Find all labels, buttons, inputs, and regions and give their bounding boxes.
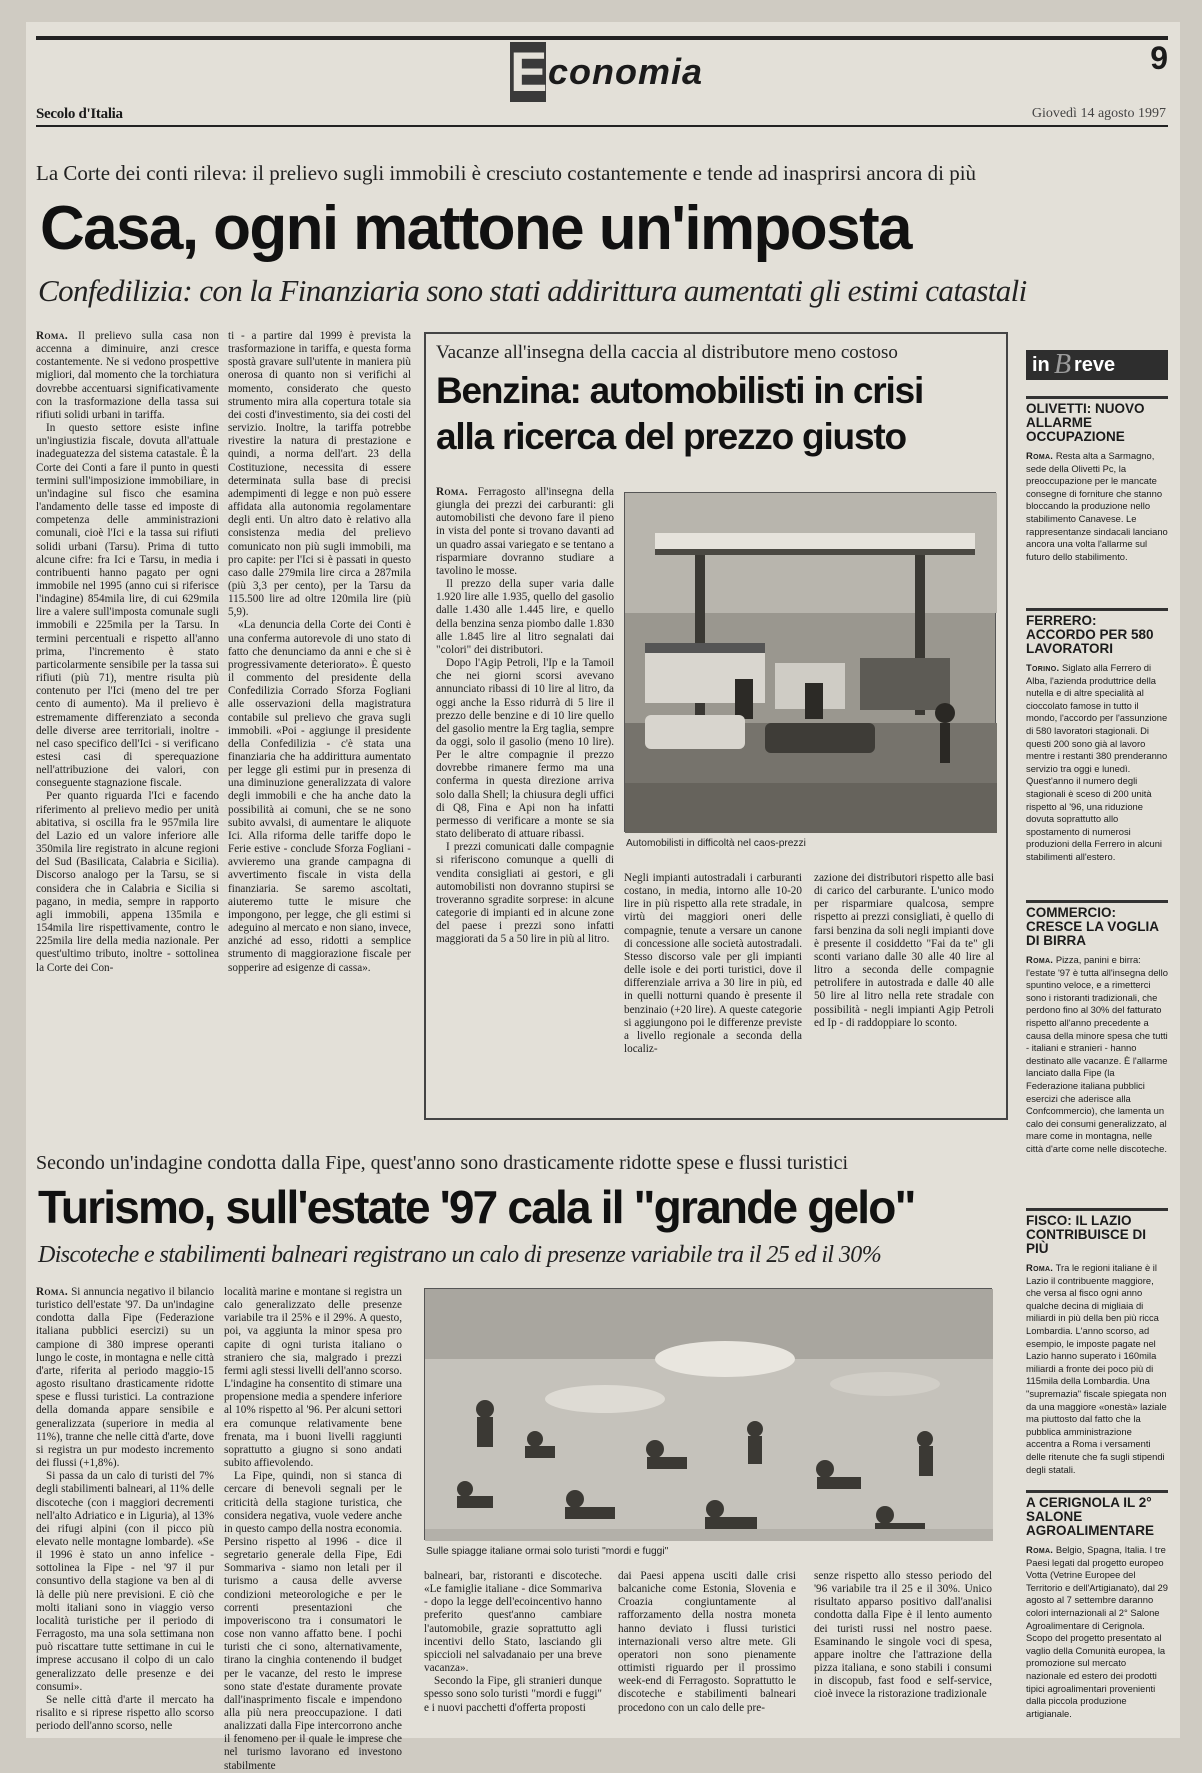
benzina-kicker: Vacanze all'insegna della caccia al distributore meno costoso: [436, 342, 898, 363]
benzina-text-5: Negli impianti autostradali i carburanti costano, in media, intorno alle 10-20 lire in più rispetto alla rete stradale, in virtù dei maggiori oneri delle compagnie, tenute a versare un canone di concessione alle società autostradali. Stesso discorso vale per gli impianti delle isole e dei porti turistici, dove il differenziale arriva a 30 lire in più, ed in quelli notturni quando è presente il benzinaio (+20 lire). A queste categorie si aggiungono poi le differenze previste a livello regionale a seconda della localiz-: [624, 872, 802, 1056]
paper-name: Secolo d'Italia: [36, 106, 123, 122]
benzina-dateline: Roma.: [436, 486, 468, 498]
turismo-column-4: [618, 1570, 796, 1724]
brief-olivetti-dateline: Roma.: [1026, 450, 1054, 461]
turismo-column-1: [36, 1286, 214, 1733]
brief-rule-5: [1026, 1490, 1168, 1493]
benzina-text-4: I prezzi comunicati dalle compagnie si riferiscono comunque a quelli di vendita consigliati ai gestori, e gli automobilisti non dovranno stupirsi se troveranno sgradite sorprese: in alcune categorie di impianti ed in alcune zone del paese i prezzi sono infatti maggiorati da 5 a 50 lire in più al litro.: [436, 841, 614, 946]
benzina-column-1: [436, 486, 614, 1092]
brief-commercio-text: Pizza, panini e birra: l'estate '97 è tutta all'insegna dello spuntino veloce, e a rimetterci sono i ristoranti tradizionali, che perdono fino al 30% del fatturato rispetto all'anno precedente a causa della minore spesa che tutti - italiani e stranieri - hanno destinato alle vacanze. È l'allarme lanciato dalla Fipe (la Federazione italiana pubblici esercizi che aderisce alla Confcommercio), che lamenta un calo dei consumi generalizzato, al mare come in montagna, nelle città d'arte come nelle discoteche.: [1026, 954, 1168, 1154]
casa-text-2: In questo settore esiste infine un'ingiustizia fiscale, dovuta all'attuale inadeguatezza del sistema catastale. È la Corte dei Conti a fare il punto in questi termini sull'imposizione immobiliare, in un'indagine sul fisco che esamina l'andamento delle tasse ed imposte di competenza delle amministrazioni comunali, cioè l'Ici e la tassa sui rifiuti solidi urbani (Tarsu). Prima di tutto alcune cifre: fra Ici e Tarsu, in media i contribuenti hanno pagato per ogni immobile nel 1995 (anno cui si riferisce l'indagine) 854mila lire, di cui 629mila lire a valere sull'imposta comunale sugli immobili e 225mila per la Tarsu. In termini percentuali e rispetto all'anno prima, l'incremento è stato particolarmente sensibile per la tassa sui rifiuti (più 71), mentre risulta più contenuto per l'Ici (meno del tre per cento di aumento). Ma il prelievo è estremamente differenziato a seconda delle diverse aree territoriali, inoltre - nel caso specifico dell'Ici - si verificano estesi casi di sperequazione nell'attribuzione dei valori, con conseguente stagnazione fiscale.: [36, 422, 219, 790]
turismo-text-6: balneari, bar, ristoranti e discoteche. «Le famiglie italiane - dice Sommariva - dopo la legge dell'ecoincentivo hanno preferito quest'anno cambiare l'automobile, grazie soprattutto agli incentivi dello Stato, lasciando gli spiccioli nel salvadanaio per una breve vacanza».: [424, 1570, 602, 1675]
benzina-headline-2: alla ricerca del prezzo giusto: [436, 416, 906, 457]
in-breve-b: B: [1054, 349, 1072, 380]
benzina-text-3: Dopo l'Agip Petroli, l'Ip e la Tamoil che nei giorni scorsi avevano annunciato ribassi di 10 lire al litro, da oggi anche la Esso ridurrà di 5 lire il prezzo delle benzine e di 10 lire quello del gasolio mentre la Erg taglia, sempre da oggi, solo il gasolio (meno 10 lire). Per le altre compagnie il prezzo dovrebbe rimanere fermo ma una conferma in questa direzione arriva solo dalla Shell; la chiusura degli uffici di Q8, Fina e Api non ha infatti permesso di verificare a monte se sia stato deliberato di attuare ribassi.: [436, 657, 614, 841]
turismo-text-3: Se nelle città d'arte il mercato ha risalito e si riprese rispetto allo scorso periodo dell'anno scorso, nelle: [36, 1693, 214, 1733]
page-number: 9: [1150, 40, 1168, 76]
in-breve-rest: reve: [1074, 354, 1116, 376]
casa-text-3: Per quanto riguarda l'Ici e facendo riferimento al prelievo medio per unità abitativa, si oscilla fra le 957mila lire del Lazio ed un valore inferiore alle 350mila lire registrato in alcune regioni del Sud (Basilicata, Calabria e Sicilia). Discorso analogo per la Tarsu, se si considera che in Calabria e Sicilia si pagano, in media, sempre in rapporto agli immobili, appena 135mila e 154mila lire rispettivamente, contro le 225mila lire della media nazionale. Per quest'ultimo tributo, inoltre - sottolinea la Corte dei Con-: [36, 790, 219, 974]
turismo-deck: Discoteche e stabilimenti balneari registrano un calo di presenze variabile tra il 25 ed il 30%: [38, 1242, 882, 1268]
benzina-column-3: [814, 872, 994, 1092]
brief-fisco-text: Tra le regioni italiane è il Lazio il contribuente maggiore, che versa al fisco ogni anno qualche decina di migliaia di miliardi in più della ben più ricca Lombardia. L'anno scorso, ad esempio, le imposte pagate nel Lazio hanno superato i 160mila miliardi a fronte dei poco più di 115mila della Lombardia. Una "supremazia" fiscale spiegata non da una maggiore «onestà» laziale ma piuttosto dal fatto che la pubblica amministrazione accentra a Roma i versamenti delle ritenute che fa sugli stipendi degli statali.: [1026, 1262, 1167, 1475]
turismo-kicker: Secondo un'indagine condotta dalla Fipe, quest'anno sono drasticamente ridotte spese e flussi turistici: [36, 1152, 849, 1174]
benzina-caption: Automobilisti in difficoltà nel caos-prezzi: [626, 838, 806, 849]
casa-dateline: Roma.: [36, 330, 68, 342]
casa-kicker: La Corte dei conti rileva: il prelievo sugli immobili è cresciuto costantemente e tende ad inasprirsi ancora di più: [36, 161, 977, 185]
benzina-text-2: Il prezzo della super varia dalle 1.920 lire alle 1.935, quello del gasolio dalle 1.430 alle 1.445 lire, e quello della benzina senza piombo dalle 1.830 alle 1.845 lire al litro segnalati dai "colori" dei distributori.: [436, 578, 614, 656]
benzina-text-6: zazione dei distributori rispetto alle basi di carico del carburante. L'unico modo per risparmiare qualcosa, sempre rispetto ai prezzi consigliati, è quello di farsi benzina da soli negli impianti dove è presente il cosiddetto "Fai da te" gli sconti variano dalle 30 alle 40 lire al litro a seconda delle compagnie petrolifere in autostrada e dalle 40 alle 50 lire al litro nella rete stradale con possibilità - negli impianti Agip Petroli ed Ip - di raddoppiare lo sconto.: [814, 872, 994, 1029]
brief-cerignola-dateline: Roma.: [1026, 1544, 1054, 1555]
turismo-column-3: [424, 1570, 602, 1724]
brief-fisco: [1026, 1214, 1168, 1484]
brief-rule-3: [1026, 900, 1168, 903]
in-breve-header: [1026, 350, 1168, 380]
brief-commercio-title: COMMERCIO: CRESCE LA VOGLIA DI BIRRA: [1026, 905, 1159, 948]
turismo-text-5: La Fipe, quindi, non si stanca di cercare di benevoli segnali per le criticità della stagione turistica, che considera negativa, vuole vedere anche in questo campo della nostra economia. Persino rispetto al 1996 - dice il segretario generale della Fipe, Edi Sommariva - siamo non letali per il turismo a causa delle avverse condizioni meteorologiche e per le correnti presentazioni che impoveriscono tra i consumatori le cose non vanno affatto bene. I pochi turisti che ci sono, alternativamente, tirano la cinghia contenendo il budget per le vacanze, del resto le imprese sono state d'estate duramente provate dall'inasprimento fiscale e impendono alla più nera preoccupazione. I dati analizzati dalla Fipe intercorrono anche il fenomeno per il quale le imprese che nel turismo lavorano ed investono stabilmente: [224, 1470, 402, 1772]
beach-photo: [424, 1288, 992, 1540]
newspaper-page: [26, 22, 1180, 1772]
brief-ferrero: [1026, 614, 1168, 894]
turismo-headline: Turismo, sull'estate '97 cala il "grande gelo": [38, 1181, 915, 1233]
issue-date: Giovedì 14 agosto 1997: [1031, 106, 1166, 121]
in-breve-in: in: [1032, 354, 1050, 376]
brief-rule-1: [1026, 396, 1168, 399]
turismo-text-9: senze rispetto allo stesso periodo del '96 variabile tra il 25 e il 30%. Unico risultato apparso positivo dall'analisi condotta dalla Fipe è il lento aumento dei turisti russi nel nostro paese. Esaminando le singole voci di spesa, appare inoltre che l'attrazione della pizza italiana, e sono stabili i consumi in discopub, fast food e self-service, cioè invece la ristorazione tradizionale: [814, 1570, 992, 1701]
brief-commercio-dateline: Roma.: [1026, 954, 1054, 965]
casa-headline: Casa, ogni mattone un'imposta: [40, 194, 911, 263]
masthead-rule: [36, 125, 1168, 127]
brief-ferrero-text: Siglato alla Ferrero di Alba, l'azienda produttrice della nutella e di altre specialità al cioccolato famose in tutto il mondo, l'accordo per l'assunzione di 580 lavoratori stagionali. Di questi 200 sono già al lavoro mentre i restanti 380 prenderanno servizio tra oggi e lunedì. Quest'anno il numero degli stagionali è sceso di 200 unità rispetto al '96, una riduzione dovuta soprattutto allo spostamento di numerosi produzioni della Ferrero in alcuni stabilimenti all'estero.: [1026, 662, 1168, 862]
turismo-text-1: Si annuncia negativo il bilancio turistico dell'estate '97. Da un'indagine condotta dalla Fipe (Federazione italiana pubblici esercizi) su un campione di 380 imprese operanti lungo le coste, in montagna e nelle città d'arte, riferita al periodo maggio-15 agosto risultano drasticamente ridotte spese e flussi turistici. La contrazione della domanda appare sensibile e generalizzata (superiore in media al 11%), tranne che nelle città d'arte, dove si registra un pur modesto incremento dei flussi (+1,8%).: [36, 1286, 214, 1470]
turismo-column-2: [224, 1286, 402, 1772]
section-name: conomia: [548, 51, 704, 92]
turismo-caption: Sulle spiagge italiane ormai solo turisti "mordi e fuggi": [426, 1546, 669, 1557]
turismo-dateline: Roma.: [36, 1286, 68, 1298]
top-rule: [36, 36, 1168, 40]
brief-olivetti-text: Resta alta a Sarmagno, sede della Olivetti Pc, la preoccupazione per le mancate consegne di forniture che stanno bloccando la produzione nello stabilimento Canavese. Le rappresentanze sindacali lanciano ancora una volta l'allarme sul futuro dello stabilimento.: [1026, 450, 1168, 562]
brief-fisco-dateline: Roma.: [1026, 1262, 1054, 1273]
turismo-text-8: dai Paesi appena usciti dalle crisi balcaniche come Estonia, Slovenia e Croazia congiuntamente al rafforzamento della nostra moneta hanno deviato i flussi turistici internazionali verso altre mete. Gli operatori non sono pienamente ottimisti riguardo per il prossimo week-end di Ferragosto. Soprattutto le discoteche e stabilimenti balneari procedono con un calo delle pre-: [618, 1570, 796, 1714]
brief-olivetti: [1026, 402, 1168, 592]
casa-text-4: ti - a partire dal 1999 è prevista la trasformazione in tariffa, e questa forma spostà gravare sull'utente in maniera più onerosa di quanto non si verifichi al momento, considerato che questo strumento mira alla copertura totale sia dei costi d'investimento, sia dei costi del servizio. Inoltre, la tariffa potrebbe rivestire la natura di prestazione e quindi, a norma dell'art. 23 della Costituzione, necessita di essere determinata sulla base di precisi adempimenti di legge e non può essere affidata alla autonomia regolamentare degli enti. Un altro dato è relativo alla consistenza media del prelievo comunicato non più sugli immobili, ma pro capite: per l'Ici si è passati in questo caso dalle 279mila lire circa a 287mila (più 3,3 per cento), per la Tarsu da 115.500 lire ad oltre 120mila lire (più 5,9).: [228, 330, 411, 619]
brief-ferrero-dateline: Torino.: [1026, 662, 1060, 673]
casa-column-2: [228, 330, 411, 1122]
turismo-text-2: Si passa da un calo di turisti del 7% degli stabilimenti balneari, al 11% delle discoteche (con i maggiori decrementi nell'alto Adriatico e in Liguria), al 13% dei rifugi alpini (con il picco più elevato nelle montagne lombarde). «Se il 1996 è stato un anno infelice - sottolinea la Fipe - nel '97 il pur consuntivo della stagione va ben al di là delle più nere previsioni. E ciò che molti italiani sono in viaggio verso località turistiche per il periodo di Ferragosto, ma una sola settimana non può riscattare tutte settimane in cui le imprese accusano il colpo di un calo generalizzato delle presenze e dei consumi».: [36, 1470, 214, 1693]
benzina-text-1: Ferragosto all'insegna della giungla dei prezzi dei carburanti: gli automobilisti che devono fare il pieno in vista del ponte si trovano davanti ad un quadro assai variegato e se tentano a risparmiare dovranno studiare a tavolino le mosse.: [436, 486, 614, 577]
beach-illustration: [425, 1289, 993, 1541]
brief-rule-4: [1026, 1208, 1168, 1211]
brief-fisco-title: FISCO: IL LAZIO CONTRIBUISCE DI PIÙ: [1026, 1213, 1147, 1256]
casa-column-1: [36, 330, 219, 1122]
gas-station-illustration: [625, 493, 997, 833]
brief-cerignola: [1026, 1496, 1168, 1728]
casa-text-5: «La denuncia della Corte dei Conti è una conferma autorevole di uno stato di fatto che denunciamo da anni e che si è progressivamente deteriorato». È questo il commento del presidente della Confedilizia Corrado Sforza Fogliani alle osservazioni della magistratura contabile sul prelievo che grava sugli immobili. «Poi - aggiunge il presidente della Confedilizia - c'è stata una finanziaria che ha addirittura aumentato per legge gli estimi pur in presenza di una diminuzione generalizzata di valore degli immobili e che ha anche dato la possibilità ai comuni, che se ne sono subito avvalsi, di aumentare le aliquote Ici. Alla riforma delle tariffe dopo le Ferie estive - conclude Sforza Fogliani - avvieremo una grande campagna di avvertimento fiscale in vista della finanziaria. Se saremo ascoltati, aiuteremo tutte le misure che impongono, per legge, che gli estimi si adeguino al mercato e non siano, invece, anziché ad esso, ridotti a semplice strumento di maggiorazione fiscale per sopperire ad esigenze di cassa».: [228, 619, 411, 974]
gas-station-photo: [624, 492, 996, 832]
benzina-column-2: [624, 872, 802, 1092]
turismo-column-5: [814, 1570, 992, 1724]
casa-deck: Confedilizia: con la Finanziaria sono stati addirittura aumentati gli estimi catastali: [38, 273, 1027, 308]
turismo-text-7: Secondo la Fipe, gli stranieri dunque spesso sono solo turisti "mordi e fuggi" e i nuovi pacchetti d'offerta proposti: [424, 1675, 602, 1714]
brief-ferrero-title: FERRERO: ACCORDO PER 580 LAVORATORI: [1026, 613, 1154, 656]
section-initial: E: [510, 40, 548, 103]
casa-text-1: Il prelievo sulla casa non accenna a diminuire, anzi cresce costantemente. Ne si vedono prospettive migliori, dal momento che la torchiatura dovrebbe accentuarsi significativamente con la trasformazione della tassa sui rifiuti solidi urbani in tariffa.: [36, 330, 220, 421]
brief-olivetti-title: OLIVETTI: NUOVO ALLARME OCCUPAZIONE: [1026, 401, 1145, 444]
turismo-text-4: località marine e montane si registra un calo generalizzato delle presenze variabile tra il 25% e il 29%. A questo, poi, va aggiunta la minor spesa pro capite di ogni turista italiano o straniero che sia, malgrado i prezzi fermi agli stessi livelli dell'anno scorso. L'indagine ha consentito di stimare una propensione media a spendere inferiore al 10% rispetto al '96. Per alcuni settori era comunque relativamente bene frenata, ma i buoni livelli raggiunti soprattutto a giugno si sono andati subito affievolendo.: [224, 1286, 402, 1470]
section-title: [510, 42, 752, 106]
brief-commercio: [1026, 906, 1168, 1202]
brief-rule-2: [1026, 608, 1168, 611]
brief-cerignola-title: A CERIGNOLA IL 2° SALONE AGROALIMENTARE: [1026, 1495, 1154, 1538]
benzina-headline-1: Benzina: automobilisti in crisi: [436, 370, 924, 411]
brief-cerignola-text: Belgio, Spagna, Italia. I tre Paesi legati dal progetto europeo Votta (Vetrine Europee del Territorio e dell'Artigianato), dal 29 agosto al 7 settembre daranno colori internazionali al 2° Salone Agroalimentare di Cerignola. Scopo del progetto presentato al vaglio della Comunità europea, la promozione sul mercato nazionale ed estero dei prodotti tipici agroalimentari provenienti dalla piccola produzione artigianale.: [1026, 1544, 1168, 1719]
